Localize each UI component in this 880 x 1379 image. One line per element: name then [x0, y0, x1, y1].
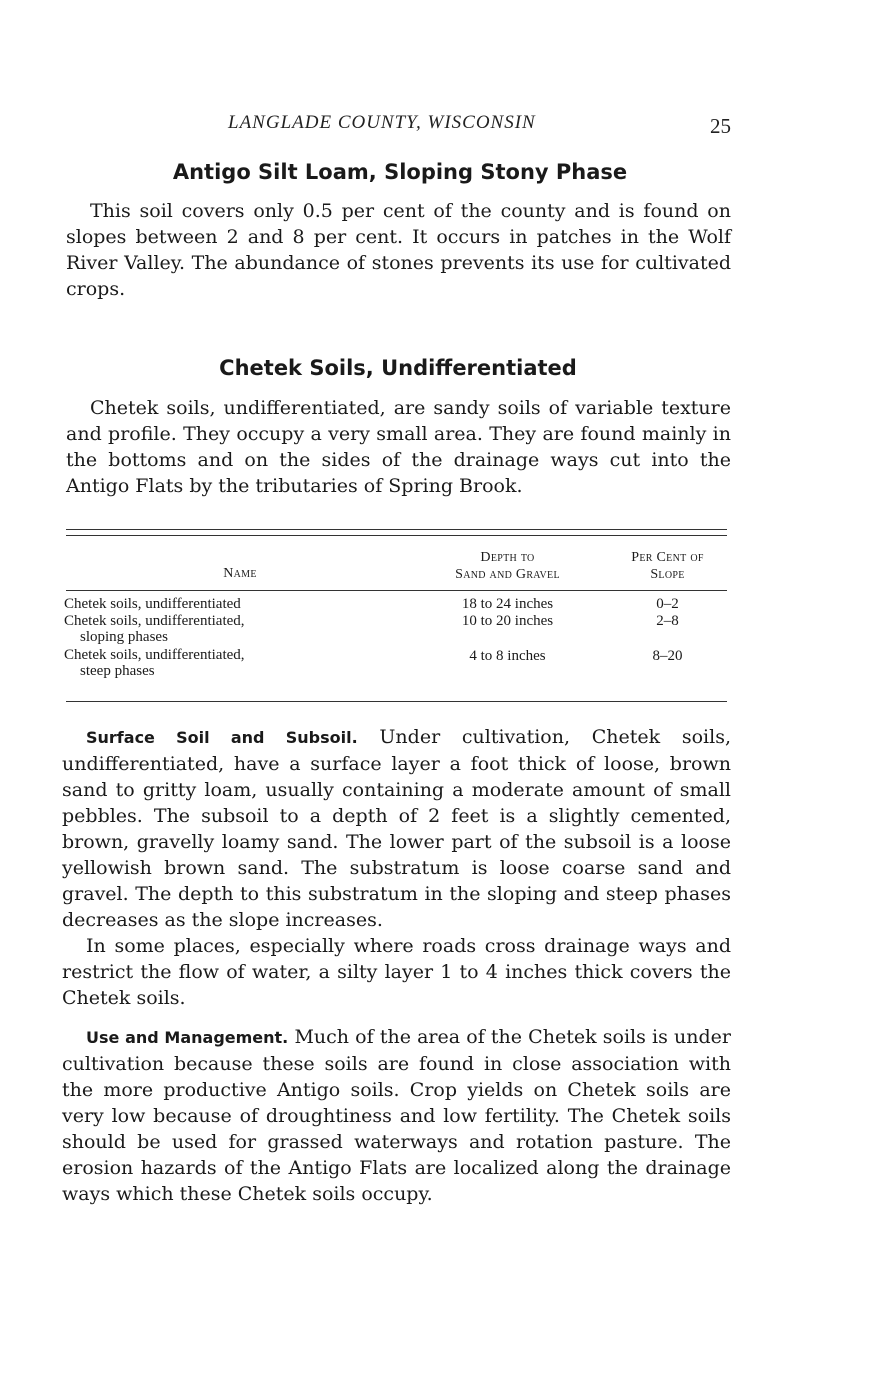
table-row-2-name: [64, 613, 364, 645]
paragraph-surface-soil: [62, 724, 731, 933]
table-top-rule-inner: [66, 535, 727, 536]
table-row-1-name-text: Chetek soils, undifferentiated: [64, 596, 241, 612]
column-header-depth-line1: Depth to: [480, 550, 535, 565]
table-header-rule: [66, 590, 727, 591]
paragraph-silty-layer: [62, 933, 731, 1011]
section-title-antigo: Antigo Silt Loam, Sloping Stony Phase: [172, 160, 628, 184]
table-row-3-name-sub: steep phases: [80, 663, 155, 679]
silty-layer-text: In some places, especially where roads cross drainage ways and restrict the flow of water, a silty layer 1 to 4 inches thick covers the Chetek soils.: [62, 935, 731, 1009]
table-row-3-name-text: Chetek soils, undifferentiated,: [64, 647, 245, 663]
column-header-depth-line2: Sand and Gravel: [455, 567, 560, 582]
table-row-1-slope: 0–2: [656, 596, 679, 612]
section-title-chetek: Chetek Soils, Undifferentiated: [219, 356, 577, 380]
use-management-text: Much of the area of the Chetek soils is under cultivation because these soils are found in close association with the more productive Antigo soils. Crop yields on Chetek soils are very low because of droughtiness and low fertility. The Chetek soils should be used for grassed waterways and rotation pasture. The erosion hazards of the Antigo Flats are localized along the drainage ways which these Chetek soils occupy.: [62, 1026, 731, 1205]
paragraph-use-management: [62, 1024, 731, 1207]
table-row-3-name: [64, 647, 364, 679]
table-row-1-depth: 18 to 24 inches: [461, 596, 554, 612]
paragraph-chetek: [66, 395, 731, 499]
paragraph-antigo-text: This soil covers only 0.5 per cent of the county and is found on slopes between 2 and 8 per cent. It occurs in patches in the Wolf River Valley. The abundance of stones prevents its use for cultivated crops.: [66, 200, 731, 300]
paragraph-chetek-text: Chetek soils, undifferentiated, are sandy soils of variable texture and profile. They occupy a very small area. They are found mainly in the bottoms and on the sides of the drainage ways cut into the Antigo Flats by the tributaries of Spring Brook.: [66, 397, 731, 497]
column-header-name: Name: [223, 566, 257, 581]
surface-soil-label: Surface Soil and Subsoil.: [86, 728, 358, 747]
surface-soil-text: Under cultivation, Chetek soils, undifferentiated, have a surface layer a foot thick of loose, brown sand to gritty loam, usually containing a moderate amount of small pebbles. The subsoil to a depth of 2 feet is a slightly cemented, brown, gravelly loamy sand. The lower part of the subsoil is a loose yellowish brown sand. The substratum is loose coarse sand and gravel. The depth to this substratum in the sloping and steep phases decreases as the slope increases.: [62, 726, 731, 931]
table-row-3-depth: 4 to 8 inches: [469, 648, 546, 664]
column-header-slope-line1: Per Cent of: [631, 550, 704, 565]
table-row-3-slope: 8–20: [652, 648, 683, 664]
column-header-slope: [600, 549, 735, 583]
table-row-2-name-text: Chetek soils, undifferentiated,: [64, 613, 245, 629]
column-header-slope-line2: Slope: [650, 567, 685, 582]
paragraph-antigo: [66, 198, 731, 302]
table-top-rule: [66, 529, 727, 530]
table-row-2-depth: 10 to 20 inches: [461, 613, 554, 629]
page-number: 25: [710, 114, 731, 138]
table-row-2-slope: 2–8: [656, 613, 679, 629]
running-head: LANGLADE COUNTY, WISCONSIN: [228, 112, 536, 133]
table-row-2-name-sub: sloping phases: [80, 629, 168, 645]
use-management-label: Use and Management.: [86, 1028, 289, 1047]
column-header-depth: [410, 549, 605, 583]
table-row-1-name: [64, 596, 364, 612]
table-bottom-rule: [66, 701, 727, 702]
